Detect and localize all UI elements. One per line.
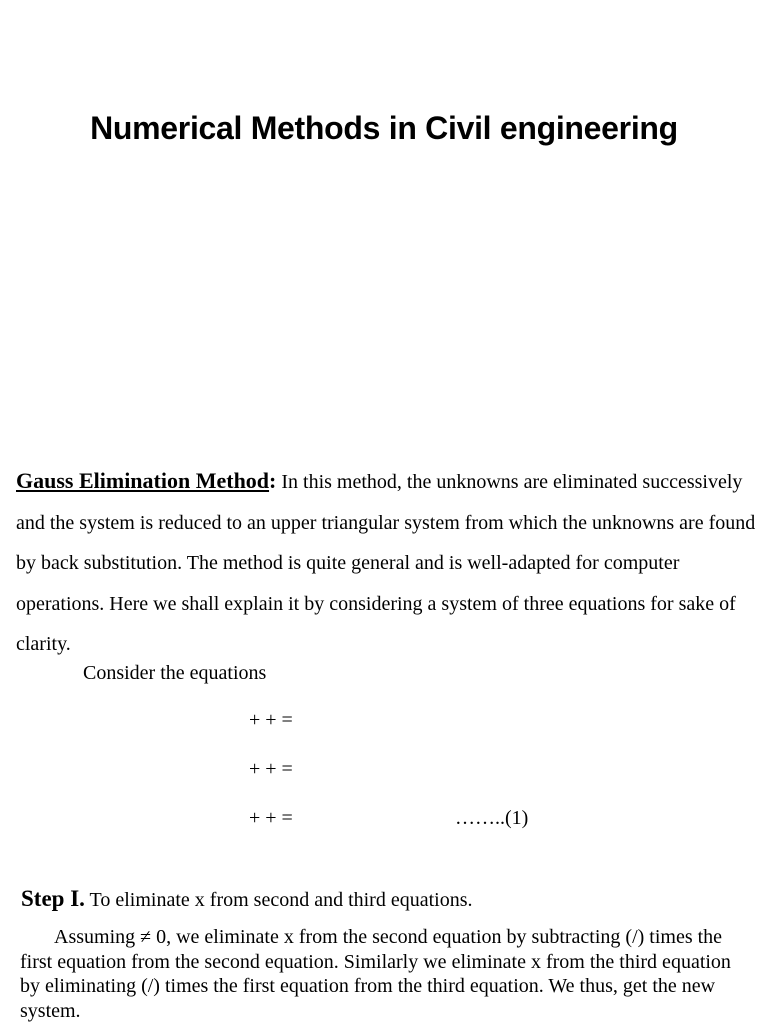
equation-number: ……..(1) [455, 807, 529, 829]
equation-2: + + = [249, 758, 293, 780]
step-title: To eliminate x from second and third equations. [84, 889, 473, 911]
intro-text: In this method, the unknowns are eliminated successively and the system is reduced to an upper triangular system from which the unknowns are found by back substitution. The method is quite general and is well-adapted for computer operations. Here we shall explain it by considering a system of three equations for sake of clarity. [16, 471, 756, 655]
consider-text: Consider the equations [83, 662, 267, 684]
gauss-intro-paragraph [16, 461, 756, 665]
equation-3: + + = [249, 807, 293, 829]
step-body: Assuming ≠ 0, we eliminate x from the second equation by subtracting (/) times the first equation from the second equation. Similarly we eliminate x from the third equation by eliminating (/) times the first equation from the third equation. We thus, get the new system. [20, 926, 731, 1022]
step-heading [21, 884, 473, 915]
page-title: Numerical Methods in Civil engineering [90, 110, 678, 146]
step-label: Step I. [21, 886, 85, 911]
heading-colon: : [269, 468, 277, 493]
section-heading: Gauss Elimination Method [16, 468, 270, 493]
equation-1: + + = [249, 709, 293, 731]
